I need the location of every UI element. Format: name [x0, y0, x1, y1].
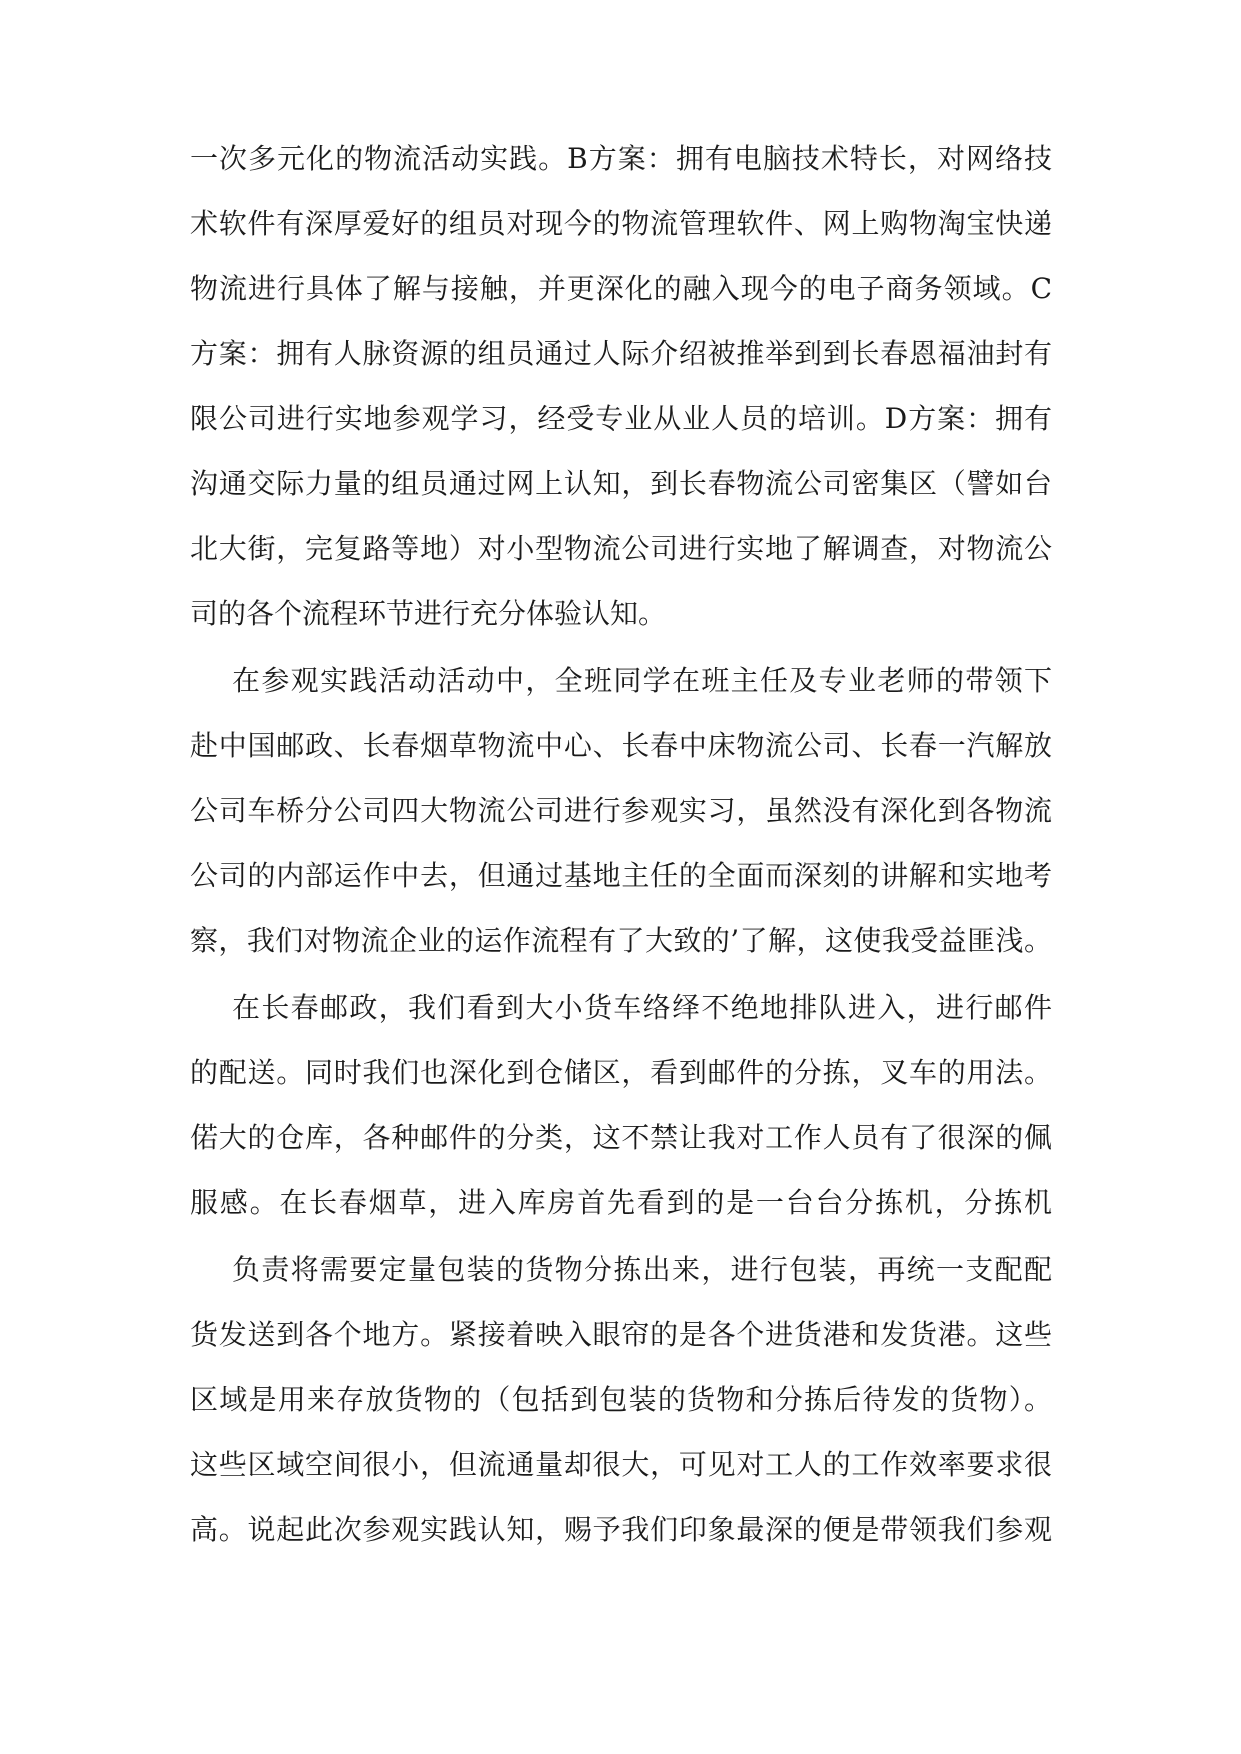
text-line: 术软件有深厚爱好的组员对现今的物流管理软件、网上购物淘宝快递	[190, 207, 1052, 240]
text-line: 司的各个流程环节进行充分体验认知。	[190, 597, 667, 630]
text-line: 物流进行具体了解与接触，并更深化的融入现今的电子商务领域。C	[190, 272, 1052, 305]
text-line: 一次多元化的物流活动实践。B方案：拥有电脑技术特长，对网络技	[190, 142, 1052, 175]
text-line: 在参观实践活动活动中，全班同学在班主任及专业老师的带领下	[232, 664, 1052, 697]
text-line: 沟通交际力量的组员通过网上认知，到长春物流公司密集区（譬如台	[190, 467, 1052, 500]
text-line: 察，我们对物流企业的运作流程有了大致的’了解，这使我受益匪浅。	[190, 924, 1052, 957]
text-line: 区域是用来存放货物的（包括到包装的货物和分拣后待发的货物）。	[190, 1383, 1052, 1416]
text-line: 在长春邮政，我们看到大小货车络绎不绝地排队进入，进行邮件	[232, 991, 1052, 1024]
text-line: 的配送。同时我们也深化到仓储区，看到邮件的分拣，叉车的用法。	[190, 1056, 1052, 1089]
text-line: 货发送到各个地方。紧接着映入眼帘的是各个进货港和发货港。这些	[190, 1318, 1052, 1351]
text-line: 负责将需要定量包装的货物分拣出来，进行包装，再统一支配配	[232, 1253, 1052, 1286]
text-line: 赴中国邮政、长春烟草物流中心、长春中床物流公司、长春一汽解放	[190, 729, 1052, 762]
text-line: 限公司进行实地参观学习，经受专业从业人员的培训。D方案：拥有	[190, 402, 1052, 435]
text-line: 公司车桥分公司四大物流公司进行参观实习，虽然没有深化到各物流	[190, 794, 1052, 827]
text-line: 偌大的仓库，各种邮件的分类，这不禁让我对工作人员有了很深的佩	[190, 1121, 1052, 1154]
text-line: 服感。在长春烟草，进入库房首先看到的是一台台分拣机，分拣机	[190, 1186, 1052, 1219]
text-line: 方案：拥有人脉资源的组员通过人际介绍被推举到到长春恩福油封有	[190, 337, 1052, 370]
text-line: 高。说起此次参观实践认知，赐予我们印象最深的便是带领我们参观	[190, 1513, 1052, 1546]
text-line: 这些区域空间很小，但流通量却很大，可见对工人的工作效率要求很	[190, 1448, 1052, 1481]
text-line: 公司的内部运作中去，但通过基地主任的全面而深刻的讲解和实地考	[190, 859, 1052, 892]
text-line: 北大街，完复路等地）对小型物流公司进行实地了解调查，对物流公	[190, 532, 1052, 565]
